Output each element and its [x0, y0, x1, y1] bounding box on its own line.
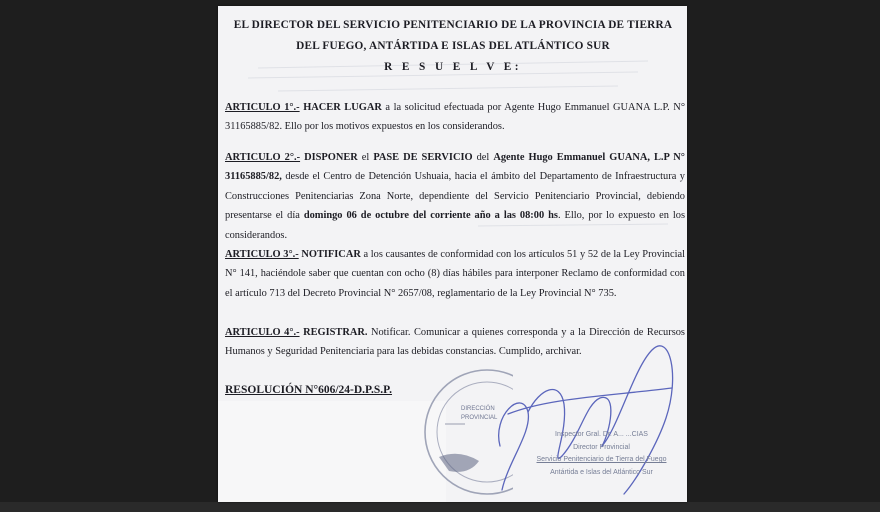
- article-3-title: ARTICULO 3°.-: [225, 249, 299, 260]
- svg-text:PROVINCIAL: PROVINCIAL: [461, 415, 498, 421]
- article-2-bold-1: PASE DE SERVICIO: [373, 152, 473, 163]
- article-2-text-3: desde el Centro de Detención Ushuaia, hacia el ámbito del Departamento de Infraestructura y Construcciones Penitenciarias Zona Norte, dependiente del Servicio Penitenciario Provincial, debiendo presentarse el día: [225, 171, 685, 222]
- article-1: [225, 98, 685, 137]
- article-2-text-4: . Ello, por lo expuesto en los considerandos.: [225, 210, 685, 241]
- signature-stamp: [514, 429, 687, 479]
- viewer-bottom-bar: [0, 502, 880, 512]
- article-4-text: Notificar. Comunicar a quienes corresponda y a la Dirección de Recursos Humanos y Seguridad Penitenciaria para las debidas constancias. Cumplido, archivar.: [225, 327, 685, 358]
- document-header: [224, 15, 682, 78]
- stamp-line-4: Antártida e Islas del Atlántico Sur: [550, 468, 653, 476]
- article-4-title: ARTICULO 4°.-: [225, 327, 300, 338]
- article-2-action: DISPONER: [304, 152, 358, 163]
- article-3: [225, 245, 685, 303]
- article-3-action: NOTIFICAR: [301, 249, 361, 260]
- resuelve-heading: R E S U E L V E:: [384, 61, 522, 73]
- article-2-bold-3: domingo 06 de octubre del corriente año a las 08:00 hs: [303, 210, 558, 222]
- article-2: [225, 148, 685, 245]
- article-1-action: HACER LUGAR: [303, 102, 382, 113]
- stamp-line-3: Servicio Penitenciario de Tierra del Fuego: [536, 456, 667, 463]
- article-2-text-2: del: [476, 152, 490, 163]
- article-3-text: a los causantes de conformidad con los artículos 51 y 52 de la Ley Provincial N° 141, haciéndole saber que cuentan con ocho (8) días hábiles para interponer Reclamo de conformidad con el artículo 713 del Decreto Provincial N° 2657/08, reglamentario de la Ley Provincial N° 735.: [225, 249, 685, 299]
- stamp-line-1: Inspector Gral. Dr. A... ...CIAS: [555, 431, 648, 438]
- svg-text:DIRECCIÓN: DIRECCIÓN: [461, 406, 495, 412]
- article-1-text: a la solicitud efectuada por Agente Hugo Emmanuel GUANA L.P. N° 31165885/82. Ello por los motivos expuestos en los considerandos.: [225, 102, 685, 133]
- stamp-line-2: Director Provincial: [573, 443, 630, 451]
- article-2-title: ARTICULO 2°.-: [225, 152, 301, 163]
- article-2-bold-2: Agente Hugo Emmanuel GUANA, L.P N° 31165885/82,: [225, 152, 685, 183]
- article-2-text-1: el: [361, 152, 370, 163]
- redacted-area: [218, 401, 446, 502]
- article-4-action: REGISTRAR.: [303, 327, 368, 338]
- header-line-2: DEL FUEGO, ANTÁRTIDA E ISLAS DEL ATLÁNTICO SUR: [296, 40, 610, 52]
- resolution-number: RESOLUCIÓN N°606/24-D.P.S.P.: [225, 384, 393, 396]
- document-page: [218, 6, 687, 502]
- article-1-title: ARTICULO 1°.-: [225, 102, 300, 113]
- header-line-1: EL DIRECTOR DEL SERVICIO PENITENCIARIO DE LA PROVINCIA DE TIERRA: [233, 19, 673, 31]
